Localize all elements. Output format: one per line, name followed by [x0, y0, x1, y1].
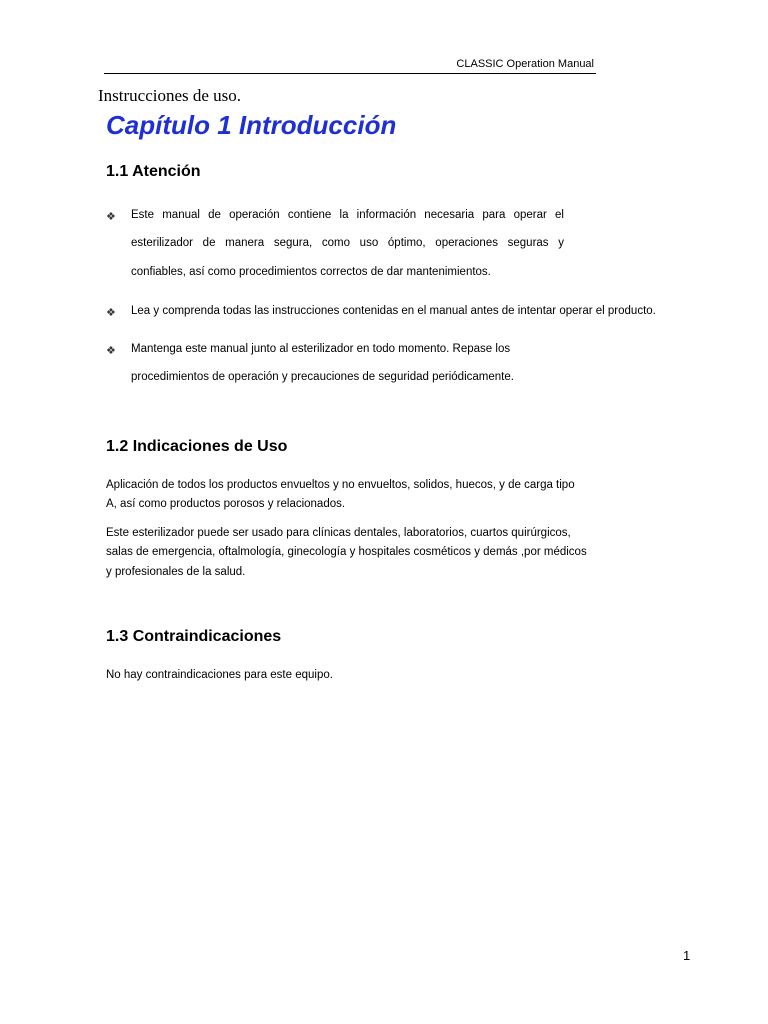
diamond-bullet-icon: ❖	[106, 345, 116, 357]
paragraph-line: No hay contraindicaciones para este equipo.	[106, 669, 333, 681]
header-rule	[104, 73, 596, 74]
bullet-line: Lea y comprenda todas las instrucciones contenidas en el manual antes de intentar operar el producto.	[131, 305, 656, 317]
bullet-line: esterilizador de manera segura, como uso óptimo, operaciones seguras y	[131, 237, 564, 249]
paragraph-line: A, así como productos porosos y relacionados.	[106, 498, 346, 510]
page-number: 1	[683, 948, 691, 963]
bullet-line: Este manual de operación contiene la información necesaria para operar el	[131, 209, 564, 221]
chapter-title: Capítulo 1 Introducción	[106, 110, 397, 140]
diamond-bullet-icon: ❖	[106, 211, 116, 223]
heading-indicaciones: 1.2 Indicaciones de Uso	[106, 438, 288, 455]
paragraph-line: Este esterilizador puede ser usado para clínicas dentales, laboratorios, cuartos quirúrgicos,	[106, 527, 571, 539]
paragraph-line: y profesionales de la salud.	[106, 566, 246, 578]
heading-contraindicaciones: 1.3 Contraindicaciones	[106, 628, 282, 645]
bullet-line: confiables, así como procedimientos correctos de dar mantenimientos.	[131, 266, 491, 278]
bullet-line: procedimientos de operación y precauciones de seguridad periódicamente.	[131, 371, 514, 383]
section-label: Instrucciones de uso.	[98, 86, 242, 105]
diamond-bullet-icon: ❖	[106, 307, 116, 319]
header-manual-title: CLASSIC Operation Manual	[456, 58, 594, 70]
paragraph-line: Aplicación de todos los productos envueltos y no envueltos, solidos, huecos, y de carga tipo	[106, 479, 575, 491]
heading-atencion: 1.1 Atención	[106, 163, 201, 180]
bullet-line: Mantenga este manual junto al esterilizador en todo momento. Repase los	[131, 343, 511, 355]
paragraph-line: salas de emergencia, oftalmología, ginecología y hospitales cosméticos y demás ,por médicos	[106, 546, 587, 558]
